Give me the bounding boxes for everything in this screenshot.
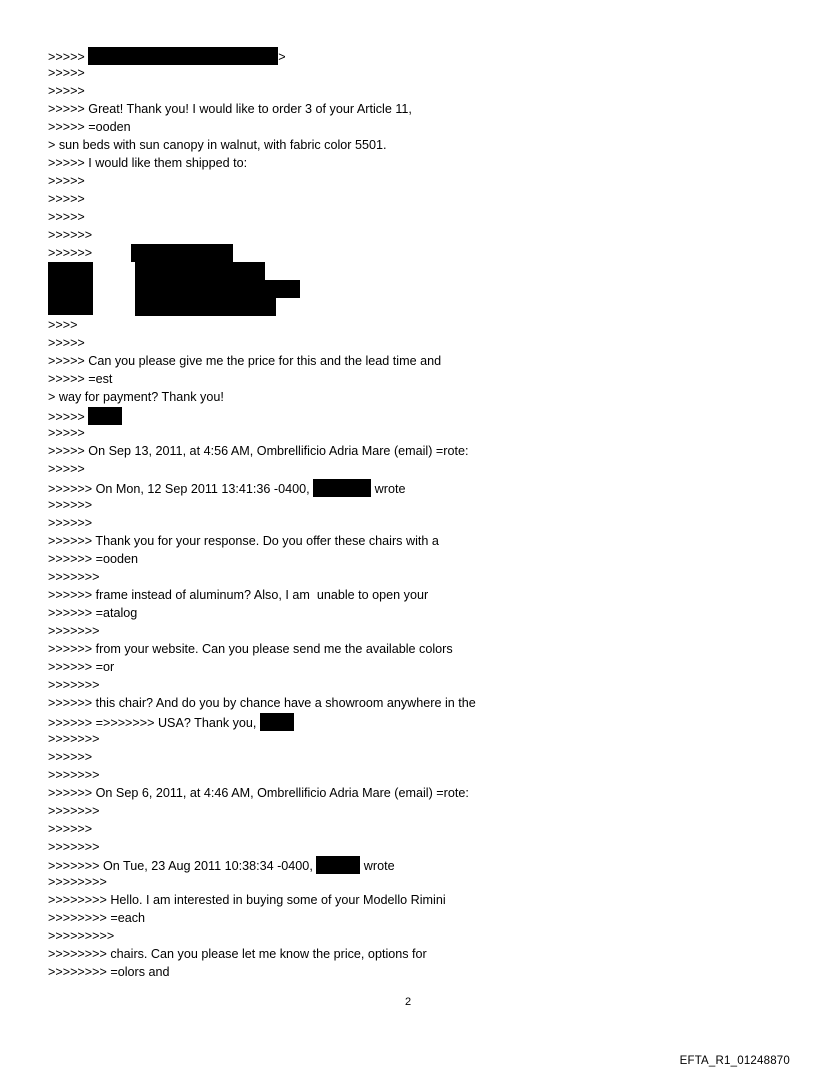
- redaction-bar: [88, 407, 122, 425]
- email-line: >>>>>>: [48, 228, 93, 242]
- email-line: >>>>>>: [48, 822, 93, 836]
- email-line: >>>>> Great! Thank you! I would like to order 3 of your Article 11,: [48, 102, 412, 116]
- redaction-bar: [260, 713, 294, 731]
- email-line: >>>>> Can you please give me the price for this and the lead time and: [48, 354, 442, 368]
- redaction-bar: [316, 856, 360, 874]
- line-text: >: [278, 50, 286, 64]
- redaction-bar: [48, 262, 93, 315]
- email-line: >>>>> =est: [48, 372, 113, 386]
- email-line: >>>>> =ooden: [48, 120, 131, 134]
- line-text: >>>>>: [48, 50, 89, 64]
- redaction-bar: [135, 262, 265, 280]
- email-line: >>>>>: [48, 426, 85, 440]
- email-line: [48, 47, 286, 65]
- email-line: >>>>>: [48, 192, 85, 206]
- email-line: >>>>>>>: [48, 768, 100, 782]
- email-line: >>>>> On Sep 13, 2011, at 4:56 AM, Ombrellificio Adria Mare (email) =rote:: [48, 444, 469, 458]
- email-line: >>>>>>: [48, 246, 93, 260]
- email-line: >>>>>> =atalog: [48, 606, 138, 620]
- email-line: > way for payment? Thank you!: [48, 390, 224, 404]
- redaction-bar: [88, 47, 278, 65]
- redaction-bar: [135, 280, 300, 298]
- email-line: >>>>>>: [48, 498, 93, 512]
- email-line: >>>>>>>> chairs. Can you please let me know the price, options for: [48, 947, 427, 961]
- email-line: [48, 479, 405, 497]
- email-line: >>>>>> =or: [48, 660, 115, 674]
- email-line: >>>>>>>: [48, 624, 100, 638]
- email-line: >>>>>>: [48, 516, 93, 530]
- email-line: >>>>>: [48, 84, 85, 98]
- redaction-bar: [131, 244, 233, 262]
- email-line: >>>>>>>: [48, 804, 100, 818]
- line-text: wrote: [360, 859, 395, 873]
- email-line: >>>>>>>> =olors and: [48, 965, 170, 979]
- email-line: >>>>>> Thank you for your response. Do you offer these chairs with a: [48, 534, 439, 548]
- page-number: 2: [404, 996, 412, 1008]
- email-line: >>>>>: [48, 66, 85, 80]
- email-line: >>>>: [48, 318, 78, 332]
- email-line: >>>>>>>> Hello. I am interested in buying some of your Modello Rimini: [48, 893, 446, 907]
- email-line: >>>>>: [48, 336, 85, 350]
- line-text: >>>>>: [48, 410, 89, 424]
- email-line: >>>>>> On Sep 6, 2011, at 4:46 AM, Ombrellificio Adria Mare (email) =rote:: [48, 786, 469, 800]
- line-text: >>>>>>> On Tue, 23 Aug 2011 10:38:34 -0400,: [48, 859, 317, 873]
- email-line: >>>>>>>> =each: [48, 911, 145, 925]
- email-line: >>>>>>>: [48, 678, 100, 692]
- email-line: >>>>>: [48, 210, 85, 224]
- redaction-bar: [135, 298, 276, 316]
- email-line: >>>>>> this chair? And do you by chance have a showroom anywhere in the: [48, 696, 476, 710]
- email-line: >>>>> I would like them shipped to:: [48, 156, 248, 170]
- email-line: >>>>>> frame instead of aluminum? Also, I am unable to open your: [48, 588, 429, 602]
- email-line: >>>>>: [48, 174, 85, 188]
- email-line: [48, 856, 395, 874]
- email-line: > sun beds with sun canopy in walnut, with fabric color 5501.: [48, 138, 387, 152]
- email-line: >>>>>>>: [48, 840, 100, 854]
- document-id: EFTA_R1_01248870: [679, 1055, 790, 1067]
- email-line: >>>>>>: [48, 750, 93, 764]
- line-text: >>>>>> On Mon, 12 Sep 2011 13:41:36 -0400,: [48, 482, 314, 496]
- email-line: >>>>>>>>: [48, 875, 107, 889]
- redaction-bar: [313, 479, 371, 497]
- email-line: >>>>>>>>>: [48, 929, 115, 943]
- line-text: >>>>>> =>>>>>>> USA? Thank you,: [48, 716, 260, 730]
- email-line: >>>>>: [48, 462, 85, 476]
- email-line: >>>>>>>: [48, 732, 100, 746]
- email-line: >>>>>>>: [48, 570, 100, 584]
- line-text: wrote: [371, 482, 406, 496]
- email-line: [48, 407, 122, 425]
- email-line: [48, 713, 294, 731]
- email-line: >>>>>> =ooden: [48, 552, 139, 566]
- email-line: >>>>>> from your website. Can you please send me the available colors: [48, 642, 453, 656]
